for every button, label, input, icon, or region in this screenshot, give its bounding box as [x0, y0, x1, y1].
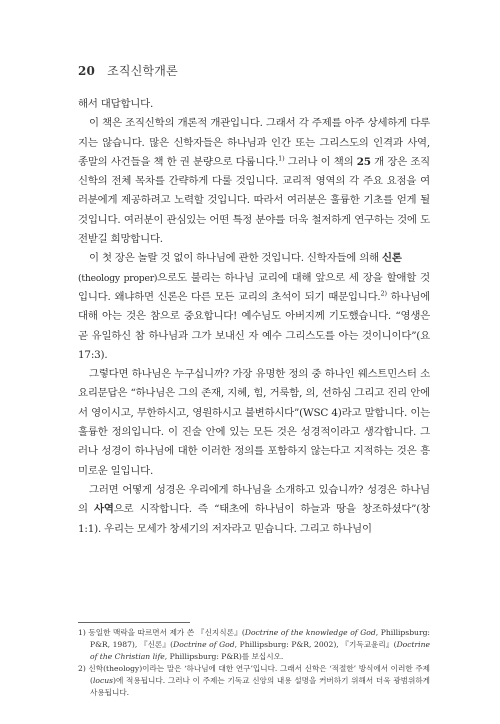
page-number: 20	[78, 64, 96, 78]
footnote-ref-1: 1)	[278, 154, 285, 163]
footnote-1-text: , Phillipsburg: P&R)를 보십시오.	[164, 652, 284, 662]
body-text	[78, 95, 430, 539]
term-theology-proper: 신론	[382, 252, 402, 265]
footnote-1-text: , Phillipsburg: P&R, 2002), 『기독교윤리』(	[234, 640, 397, 650]
footnote-2	[78, 663, 430, 699]
footnote-2-locus: locus	[92, 676, 114, 686]
footnote-1-text: 1) 동일한 맥락을 따르면서 제가 쓴 『신지식론』(	[78, 628, 245, 637]
paragraph-3-text-c: 하나님에 대해 아는 것은 참으로 중요합니다! 예수님도 아버지께 기도했습니다. “영생은 곧 유일하신 참 하나님과 그가 보내신 자 예수 그리스도를 아는 것이니이다”(요 17:3).	[78, 290, 431, 361]
term-english: (theology proper)	[78, 272, 158, 284]
paragraph-2	[78, 114, 430, 249]
running-header	[78, 62, 178, 79]
paragraph-1: 해서 대답합니다.	[78, 98, 154, 110]
running-title: 조직신학개론	[107, 64, 178, 78]
footnote-divider	[78, 622, 190, 623]
paragraph-3	[78, 249, 430, 365]
footnote-1	[78, 627, 430, 663]
footnote-1-text: , Phillipsburg: P&R, 1987), 『신론』(	[90, 628, 430, 650]
paragraph-4: 그렇다면 하나님은 누구십니까? 가장 유명한 정의 중 하나인 웨스트민스터 소요리문답은 “하나님은 그의 존재, 지혜, 힘, 거룩함, 의, 선하심 그리고 진리 안에서 영이시고, 무한하시고, 영원하시고 불변하시다”(WSC 4)라고 말합니다. 이는 훌륭한 정의입니다. 이 진술 안에 있는 모든 것은 성경적이라고 생각합니다. 그러나 성경이 하나님에 대한 이러한 정의를 포함하지 않는다고 지적하는 것은 흥미로운 일입니다.	[78, 368, 430, 477]
paragraph-5-text-b: 으로 시작합니다. 즉 “태초에 하나님이 하늘과 땅을 창조하셨다”(창 1:1). 우리는 모세가 창세기의 저자라고 믿습니다. 그리고 하나님이	[78, 503, 430, 535]
paragraph-3-text-a: 이 첫 장은 놀랄 것 없이 하나님에 관한 것입니다. 신학자들에 의해	[89, 252, 383, 265]
chapter-count: 25	[356, 155, 371, 168]
footnote-1-title-3: Doctrine of the Christian life	[90, 640, 430, 662]
footnote-1-title-1: Doctrine of the knowledge of God	[244, 628, 376, 637]
paragraph-5	[78, 481, 430, 539]
paragraph-3-text-b: 으로도 불리는 하나님 교리에 대해 앞으로 세 장을 할애할 것입니다. 왜냐하면 신론은 다른 모든 교리의 초석이 되기 때문입니다.	[78, 271, 430, 303]
paragraph-2-text-c: 개 장은 조직신학의 전체 목차를 간략하게 다룰 것입니다. 교리적 영역의 각 주요 요점을 여러분에게 제공하려고 노력할 것입니다. 따라서 여러분은 훌륭한 기초를 얻게 될 것입니다. 여러분이 관심있는 어떤 특정 분야를 더욱 철저하게 연구하는 것에 도전받길 희망합니다.	[78, 155, 430, 246]
footnote-ref-2: 2)	[380, 289, 387, 298]
footnote-2-text: )에 적용됩니다. 그러나 이 주제는 기독교 신앙의 내용 설명을 커버하기 위해서 더욱 광범위하게 사용됩니다.	[90, 676, 430, 698]
footnote-2-text: 2) 신학(theology)이라는 말은 ‘하나님에 대한 연구’입니다. 그래서 신학은 ‘적절한’ 방식에서 이러한 주제(	[78, 664, 430, 686]
paragraph-2-text-b: 그러나 이 책의	[284, 155, 357, 168]
footnote-1-title-2: Doctrine of God	[173, 640, 235, 650]
term-works: 사역	[94, 503, 114, 516]
paragraph-5-text-a: 그러면 어떻게 성경은 우리에게 하나님을 소개하고 있습니까? 성경은 하나님의	[78, 483, 430, 516]
footnotes	[78, 627, 430, 700]
paragraph-2-text-a: 이 책은 조직신학의 개론적 개관입니다. 그래서 각 주제를 아주 상세하게 다루지는 않습니다. 많은 신학자들은 하나님과 인간 또는 그리스도의 인격과 사역, 종말의 사건들을 책 한 권 분량으로 다룹니다.	[78, 117, 430, 168]
